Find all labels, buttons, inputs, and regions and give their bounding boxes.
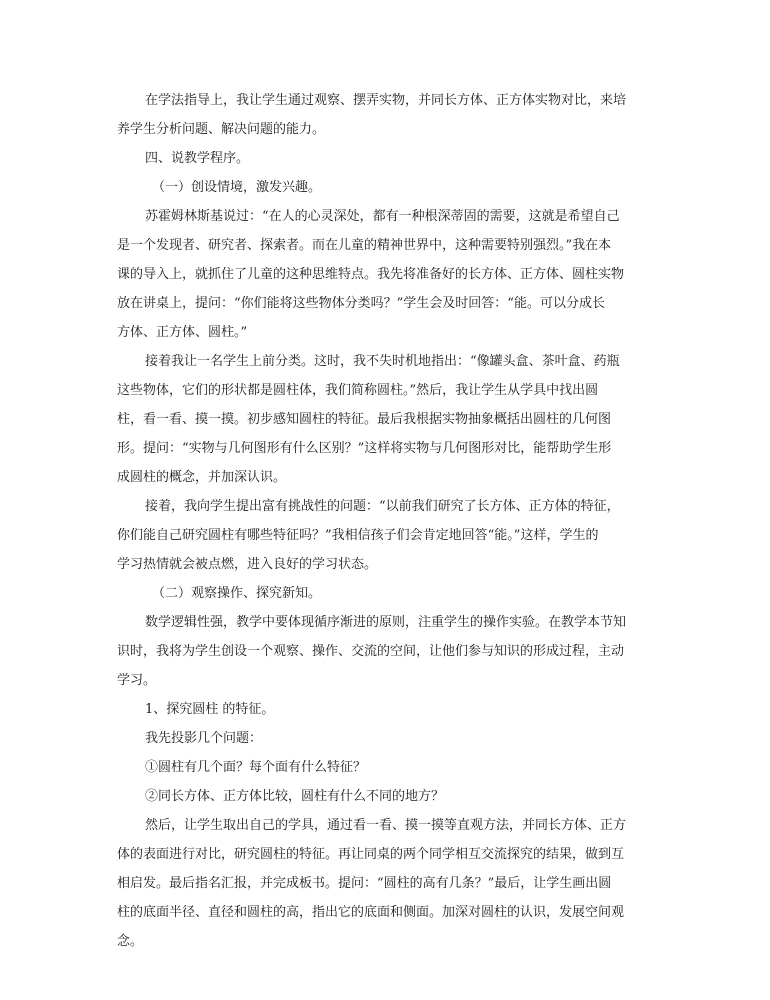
paragraph-line: 相启发。最后指名汇报，并完成板书。提问：“圆柱的高有几条？”最后，让学生画出圆 [117,876,612,891]
paragraph-line: 学习热情就会被点燃，进入良好的学习状态。 [117,557,378,572]
question-item: ①圆柱有几个面？每个面有什么特征？ [145,760,367,775]
paragraph-line: 接着我让一名学生上前分类。这时，我不失时机地指出：“像罐头盒、茶叶盒、药瓶 [145,354,620,369]
paragraph-line: 形。提问：“实物与几何图形有什么区别？”这样将实物与几何图形对比，能帮助学生形 [117,441,612,456]
question-item: ②同长方体、正方体比较，圆柱有什么不同的地方？ [145,789,445,804]
subsection-heading: （二）观察操作、探究新知。 [152,586,322,601]
subsection-heading: （一）创设情境，激发兴趣。 [152,180,322,195]
paragraph-line: 苏霍姆林斯基说过：“在人的心灵深处，都有一种根深蒂固的需要，这就是希望自己 [145,209,620,224]
paragraph-line: 接着，我向学生提出富有挑战性的问题：“以前我们研究了长方体、正方体的特征， [145,499,620,514]
paragraph-line: 柱的底面半径、直径和圆柱的高，指出它的底面和侧面。加深对圆柱的认识，发展空间观 [117,905,625,920]
paragraph-line: 体的表面进行对比，研究圆柱的特征。再让同桌的两个同学相互交流探究的结果，做到互 [117,847,625,862]
paragraph-line: 然后，让学生取出自己的学具，通过看一看、摸一摸等直观方法，并同长方体、正方 [145,818,627,833]
paragraph-line: 你们能自己研究圆柱有哪些特征吗？”我相信孩子们会肯定地回答“能。”这样，学生的 [117,528,599,543]
paragraph-line: 是一个发现者、研究者、探索者。而在儿童的精神世界中，这种需要特别强烈。”我在本 [117,238,612,253]
paragraph-line: 方体、正方体、圆柱。” [117,325,248,340]
paragraph-line: 学习。 [117,673,157,688]
paragraph-line: 成圆柱的概念，并加深认识。 [117,470,287,485]
paragraph-line: 放在讲桌上，提问：“你们能将这些物体分类吗？”学生会及时回答：“能。可以分成长 [117,296,605,311]
paragraph-line: 在学法指导上，我让学生通过观察、摆弄实物，并同长方体、正方体实物对比，来培 [145,93,627,108]
paragraph-line: 我先投影几个问题： [145,731,263,746]
paragraph-line: 课的导入上，就抓住了儿童的这种思维特点。我先将准备好的长方体、正方体、圆柱实物 [117,267,625,282]
paragraph-line: 柱，看一看、摸一摸。初步感知圆柱的特征。最后我根据实物抽象概括出圆柱的几何图 [117,412,612,427]
paragraph-line: 数学逻辑性强，教学中要体现循序渐进的原则，注重学生的操作实验。在教学本节知 [145,615,627,630]
paragraph-line: 养学生分析问题、解决问题的能力。 [117,122,326,137]
list-heading: 1、探究圆柱 的特征。 [145,702,275,717]
paragraph-line: 这些物体，它们的形状都是圆柱体，我们简称圆柱。”然后，我让学生从学具中找出圆 [117,383,599,398]
paragraph-line: 识时，我将为学生创设一个观察、操作、交流的空间，让他们参与知识的形成过程，主动 [117,644,625,659]
section-heading: 四、说教学程序。 [145,151,250,166]
paragraph-line: 念。 [117,934,144,949]
